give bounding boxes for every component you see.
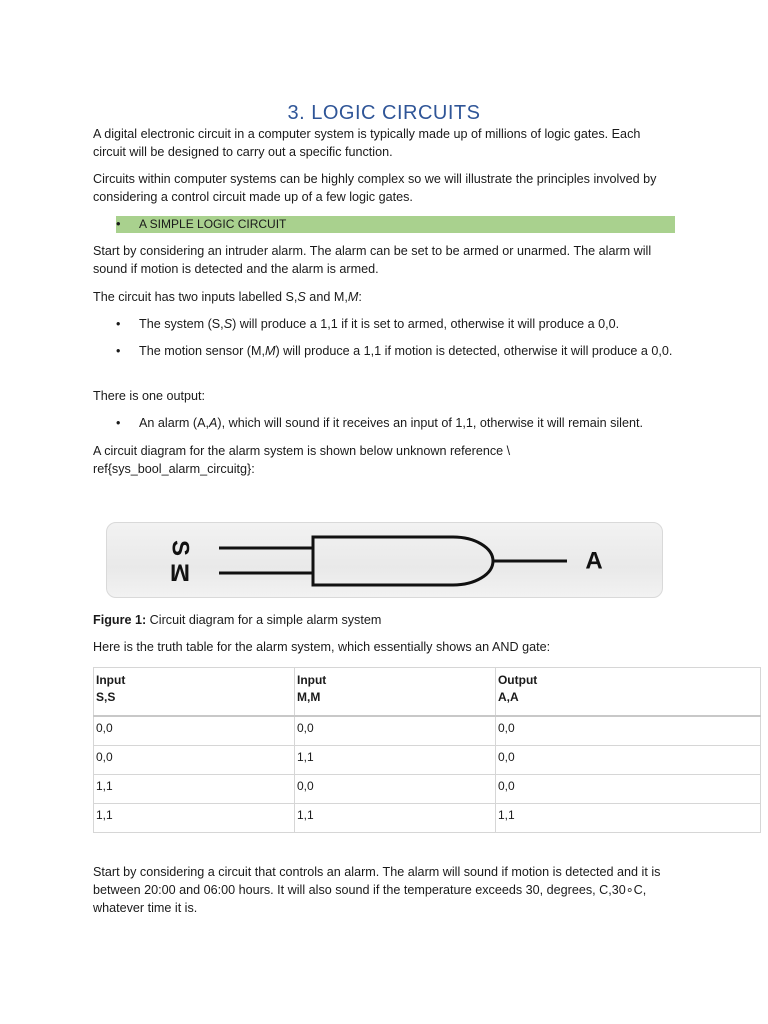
input-s-label: S bbox=[166, 539, 194, 557]
circuit-diagram bbox=[106, 522, 663, 598]
table-header-cell: Output A,A bbox=[495, 668, 760, 717]
output-intro: There is one output: bbox=[93, 389, 206, 403]
table-cell: 0,0 bbox=[495, 716, 760, 746]
table-header-cell: Input M,M bbox=[294, 668, 495, 717]
table-row bbox=[94, 804, 761, 833]
intro-paragraph-2: Circuits within computer systems can be highly complex so we will illustrate the principles involved by considering a control circuit made up of a few logic gates. bbox=[93, 172, 657, 204]
and-gate-icon bbox=[313, 537, 493, 585]
truth-table bbox=[93, 667, 761, 833]
section-heading bbox=[116, 216, 675, 233]
closing-paragraph: Start by considering a circuit that controls an alarm. The alarm will sound if motion is detected and it is between 20:00 and 06:00 hours. It will also sound if the temperature exceeds 30, degrees, C,30∘C, whatever time it is. bbox=[93, 865, 661, 915]
table-cell: 1,1 bbox=[294, 804, 495, 833]
input-m-label: M bbox=[170, 558, 190, 586]
intro-paragraph-1: A digital electronic circuit in a computer system is typically made up of millions of logic gates. Each circuit will be designed to carry out a specific function. bbox=[93, 127, 641, 159]
figure-caption: Figure 1: Circuit diagram for a simple alarm system bbox=[93, 613, 382, 627]
truth-table-intro: Here is the truth table for the alarm system, which essentially shows an AND gate: bbox=[93, 640, 551, 654]
list-item-text: The motion sensor (M,M) will produce a 1,1 if motion is detected, otherwise it will produce a 0,0. bbox=[139, 344, 673, 358]
bullet-icon: • bbox=[116, 216, 121, 231]
table-header-cell: Input S,S bbox=[94, 668, 295, 717]
bullet-icon: • bbox=[116, 416, 121, 430]
list-item-text: An alarm (A,A), which will sound if it receives an input of 1,1, otherwise it will remain silent. bbox=[139, 416, 643, 430]
table-cell: 0,0 bbox=[94, 746, 295, 775]
page-title: 3. LOGIC CIRCUITS bbox=[287, 102, 481, 124]
diagram-intro: A circuit diagram for the alarm system is shown below unknown reference \ ref{sys_bool_alarm_circuitg}: bbox=[93, 444, 511, 476]
table-row bbox=[94, 775, 761, 804]
output-a-label: A bbox=[585, 547, 603, 575]
table-cell: 0,0 bbox=[94, 716, 295, 746]
section-heading-label: A SIMPLE LOGIC CIRCUIT bbox=[139, 217, 287, 231]
list-item-text: The system (S,S) will produce a 1,1 if it is set to armed, otherwise it will produce a 0,0. bbox=[139, 317, 620, 331]
inputs-intro: The circuit has two inputs labelled S,S and M,M: bbox=[93, 290, 362, 304]
and-gate-diagram bbox=[107, 523, 664, 599]
table-cell: 1,1 bbox=[495, 804, 760, 833]
table-row bbox=[94, 716, 761, 746]
alarm-paragraph: Start by considering an intruder alarm. The alarm can be set to be armed or unarmed. The alarm will sound if motion is detected and the alarm is armed. bbox=[93, 244, 652, 276]
table-row bbox=[94, 746, 761, 775]
table-cell: 1,1 bbox=[94, 804, 295, 833]
bullet-icon: • bbox=[116, 317, 121, 331]
table-cell: 0,0 bbox=[294, 775, 495, 804]
table-cell: 0,0 bbox=[294, 716, 495, 746]
table-cell: 1,1 bbox=[294, 746, 495, 775]
table-cell: 1,1 bbox=[94, 775, 295, 804]
bullet-icon: • bbox=[116, 344, 121, 358]
table-header-row bbox=[94, 668, 761, 717]
table-cell: 0,0 bbox=[495, 746, 760, 775]
table-cell: 0,0 bbox=[495, 775, 760, 804]
